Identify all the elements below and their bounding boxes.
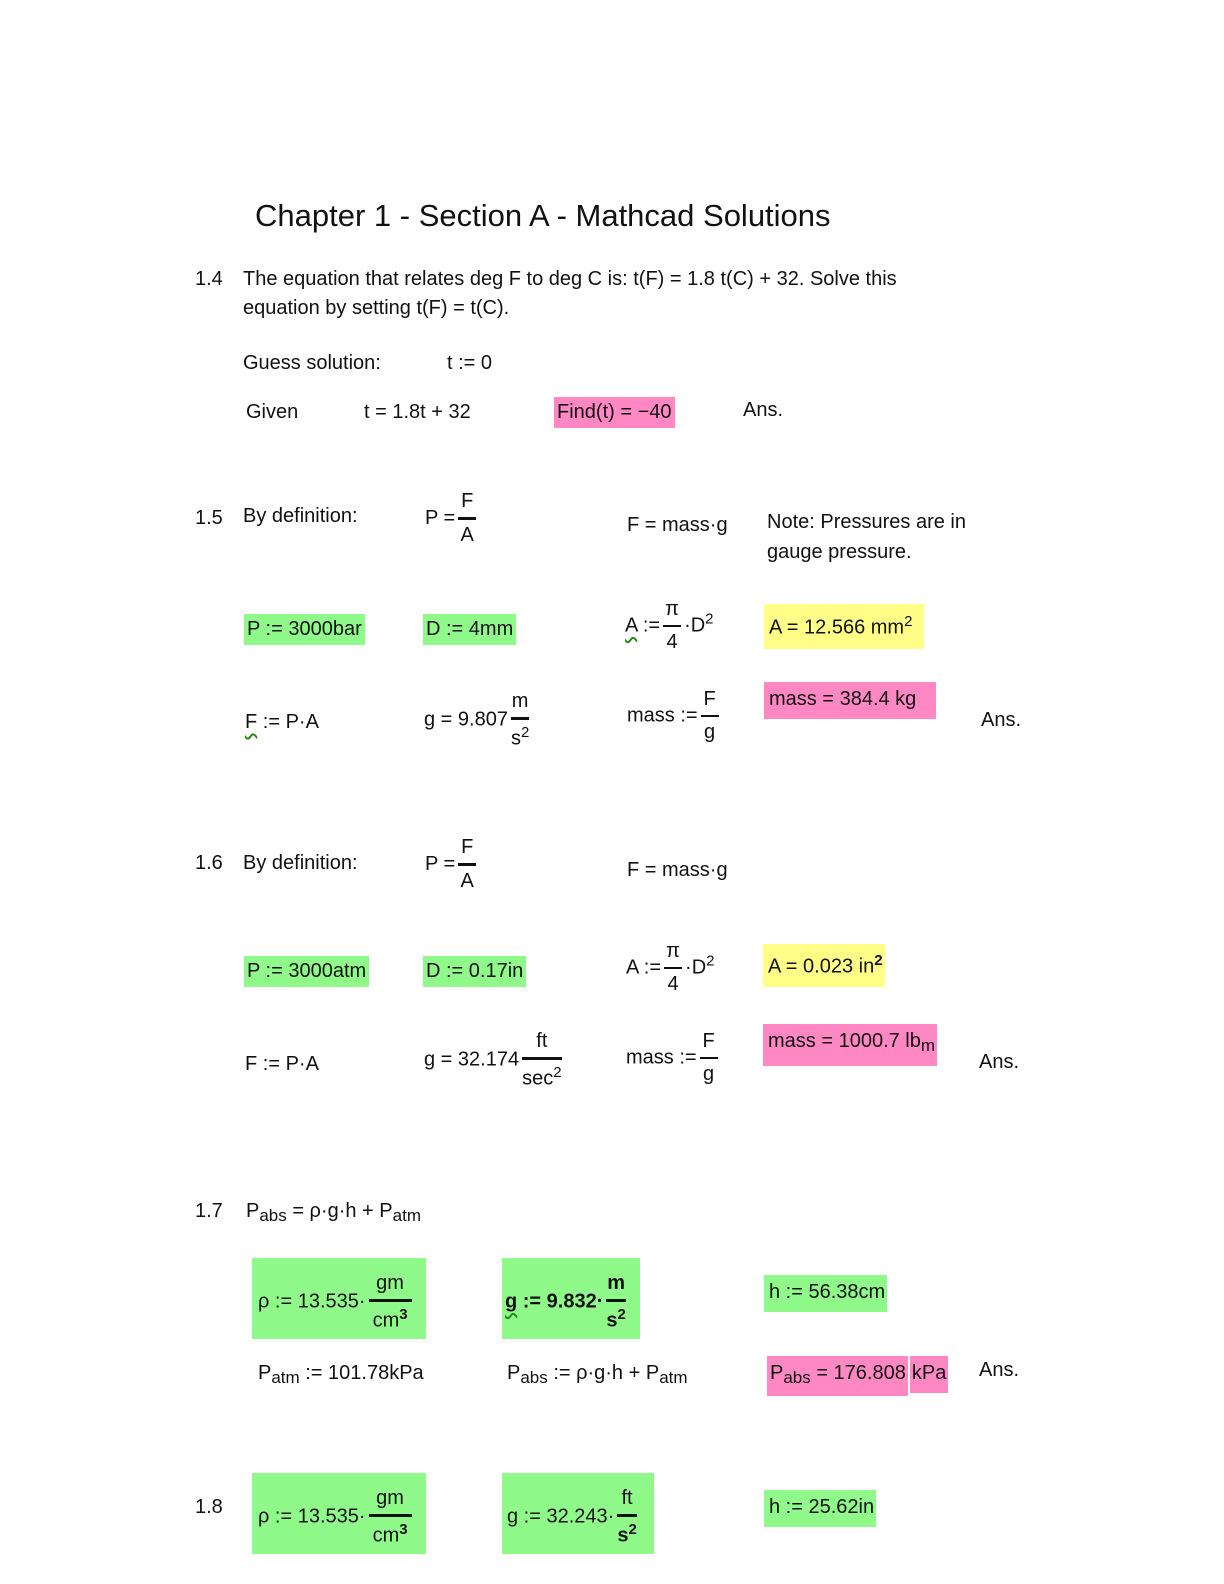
unit: s [606,1309,618,1332]
value: A = 12.566 mm [769,616,905,639]
subscript: abs [783,1368,811,1387]
exponent: 2 [706,952,715,970]
gravity-assign [502,1473,654,1554]
abs-pressure-result [767,1356,948,1396]
fraction [369,1487,412,1548]
numerator: ft [536,1030,548,1052]
denominator: A [458,863,476,893]
ans-label: Ans. [979,1359,1020,1381]
symbol: P [258,1362,272,1384]
density-assign [252,1473,426,1554]
exponent: 2 [705,610,714,628]
unit: sec [522,1067,554,1090]
problem-text: The equation that relates deg F to deg C is: t(F) = 1.8 t(C) + 32. Solve this [243,268,897,290]
exponent: 3 [399,1306,408,1323]
mass-formula [627,688,722,744]
fraction [664,940,682,996]
given-label: Given [246,401,299,423]
page-title: Chapter 1 - Section A - Mathcad Solutions [255,198,831,233]
subscript: m [920,1036,936,1055]
fraction [663,598,681,654]
problem-text: equation by setting t(F) = t(C). [243,297,510,319]
numerator: F [461,836,474,858]
note: gauge pressure. [767,541,912,563]
area-result [763,944,885,987]
subscript: atm [659,1368,688,1387]
diameter-assign: D := 0.17in [423,956,526,987]
fraction [701,688,719,744]
rest: := P·A [262,711,319,733]
rest: ·D [685,956,707,979]
gravity-eval [424,1030,565,1091]
op: := [642,614,661,637]
denominator [617,1514,636,1548]
area-formula [626,940,714,996]
numerator: F [702,1030,715,1052]
expression [258,1272,415,1333]
problem-number: 1.8 [195,1496,223,1518]
equation: t = 1.8t + 32 [364,401,471,423]
force-equation: F = mass·g [627,859,728,881]
numerator: m [607,1272,626,1294]
fraction [606,1272,625,1333]
lhs: F [245,711,258,733]
denominator: A [458,517,476,547]
lhs: A := [626,956,662,979]
fraction [522,1030,561,1091]
problem-number: 1.6 [195,852,223,874]
numerator: F [703,688,716,710]
lhs: P = [425,506,456,529]
value: A = 0.023 in [768,955,875,978]
exponent: 2 [904,613,913,630]
exponent: 2 [628,1521,637,1538]
ans-label: Ans. [743,399,784,421]
numerator: gm [376,1487,404,1509]
force-assign [245,711,319,734]
problem-number: 1.7 [195,1200,223,1222]
exponent: 2 [520,724,530,741]
unit: kPa [910,1356,948,1393]
lhs: g [505,1290,518,1313]
fraction [458,490,476,547]
lhs: ρ := 13.535· [258,1290,366,1313]
force-assign: F := P·A [245,1053,319,1075]
exponent: 3 [399,1521,408,1538]
gravity-assign [502,1258,640,1339]
fraction [617,1487,636,1548]
denominator: 4 [663,625,681,654]
unit: cm [372,1524,400,1547]
fraction [700,1030,718,1086]
subscript: atm [271,1368,300,1387]
lhs: g = 9.807 [424,708,508,731]
symbol: P [770,1362,784,1384]
rest: ·D [684,614,706,637]
gravity-eval [424,690,532,751]
lhs: mass := [626,1046,697,1069]
value: mass = 1000.7 lb [768,1030,921,1052]
pressure-definition [425,836,479,893]
height-assign: h := 56.38cm [764,1275,887,1312]
unit: s [510,727,521,750]
problem-number: 1.5 [195,507,223,529]
numerator: m [511,690,529,712]
denominator [369,1514,412,1548]
mass-result: mass = 384.4 kg [764,682,936,719]
denominator [511,717,529,751]
area-result [764,604,924,649]
mass-result [763,1024,937,1066]
height-assign: h := 25.62in [764,1490,876,1527]
denominator [369,1299,412,1333]
note: Note: Pressures are in [767,511,966,533]
symbol: P [507,1362,521,1384]
fraction [458,836,476,893]
diameter-assign: D := 4mm [423,614,516,645]
lhs: ρ := 13.535· [258,1505,366,1528]
fraction [511,690,529,751]
ans-label: Ans. [981,709,1022,731]
numerator: ft [621,1487,633,1509]
pressure-assign: P := 3000bar [244,614,365,645]
lhs: g := 32.243· [507,1505,615,1528]
denominator: g [700,1057,718,1086]
guess-label: Guess solution: [243,352,381,374]
guess-value: t := 0 [447,352,493,374]
density-assign [252,1258,426,1339]
result-box: Find(t) = −40 [554,397,675,428]
rest: := ρ·g·h + P [547,1362,660,1384]
value [767,1356,908,1396]
unit: cm [372,1309,400,1332]
rest: := 101.78kPa [299,1362,424,1384]
number: = 176.808 [810,1362,906,1384]
denominator [522,1057,561,1091]
subscript: atm [392,1206,421,1225]
pressure-assign: P := 3000atm [244,956,369,987]
expression [507,1487,640,1548]
lhs: g = 32.174 [424,1048,520,1071]
subscript: abs [259,1206,287,1225]
lhs: P = [425,852,456,875]
subscript: abs [520,1368,548,1387]
problem-number: 1.4 [195,268,223,290]
denominator: g [701,715,719,744]
definition-label: By definition: [243,505,358,527]
exponent: 2 [553,1064,562,1081]
expression [258,1487,415,1548]
numerator: gm [376,1272,404,1294]
numerator: F [461,490,474,512]
pressure-definition [425,490,479,547]
denominator [606,1299,625,1333]
rest: = ρ·g·h + P [286,1200,393,1222]
area-formula [625,598,714,654]
expression [505,1272,629,1333]
exponent: 2 [874,952,883,969]
numerator: π [666,940,680,962]
lhs: A [625,614,638,637]
lhs: mass := [627,704,698,727]
symbol: P [246,1200,260,1222]
absolute-pressure-equation [246,1200,421,1226]
rest: := 9.832· [517,1290,604,1313]
ans-label: Ans. [979,1051,1020,1073]
numerator: π [665,598,679,620]
force-equation: F = mass·g [627,514,728,536]
definition-label: By definition: [243,852,358,874]
unit: s [617,1524,629,1547]
fraction [369,1272,412,1333]
atm-pressure-assign [258,1362,424,1388]
exponent: 2 [617,1306,626,1323]
mass-formula [626,1030,721,1086]
denominator: 4 [664,967,682,996]
abs-pressure-formula [507,1362,688,1388]
